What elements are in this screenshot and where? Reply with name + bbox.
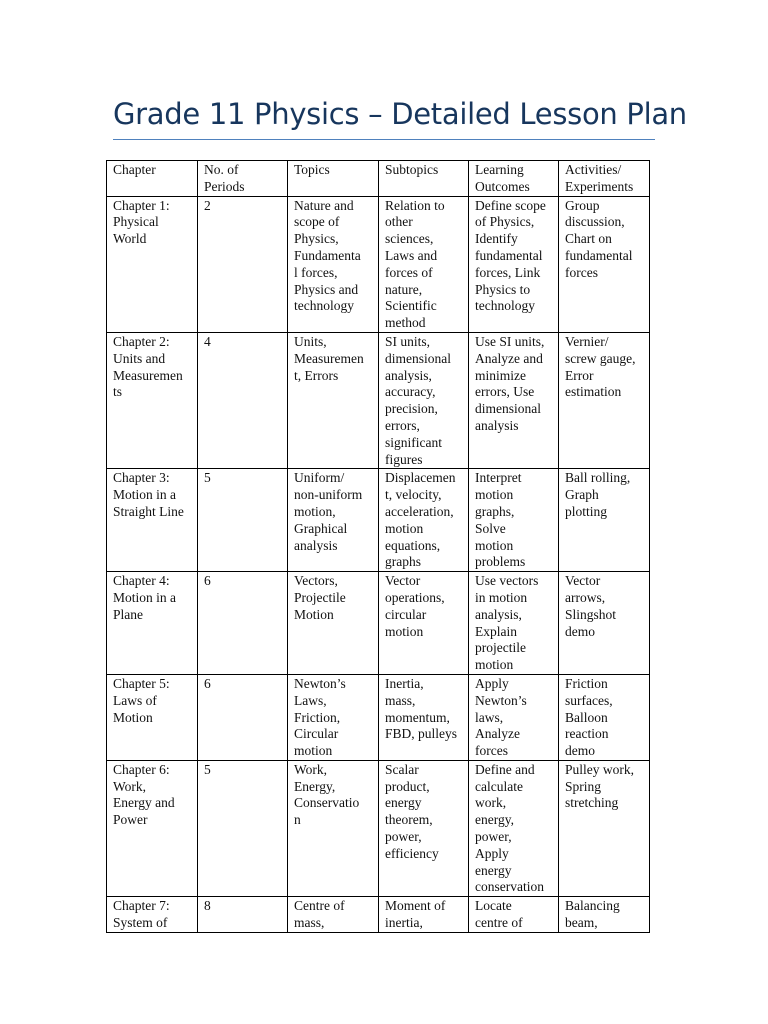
outcomes-cell: Define scope of Physics, Identify fundamental forces, Link Physics to technology: [469, 196, 559, 332]
chapter-cell: Chapter 7: System of: [107, 897, 198, 933]
page-title: Grade 11 Physics – Detailed Lesson Plan: [113, 97, 687, 131]
header-cell-periods: No. of Periods: [198, 161, 288, 197]
topics-cell: Nature and scope of Physics, Fundamenta l forces, Physics and technology: [288, 196, 379, 332]
lesson-plan-table: [106, 160, 650, 933]
outcomes-cell: Interpret motion graphs, Solve motion problems: [469, 469, 559, 572]
activities-cell: Ball rolling, Graph plotting: [559, 469, 650, 572]
topics-cell: Work, Energy, Conservatio n: [288, 760, 379, 896]
subtopics-cell: Scalar product, energy theorem, power, efficiency: [379, 760, 469, 896]
header-cell-outcomes: Learning Outcomes: [469, 161, 559, 197]
topics-cell: Centre of mass,: [288, 897, 379, 933]
table-row: [107, 469, 650, 572]
outcomes-cell: Apply Newton’s laws, Analyze forces: [469, 674, 559, 760]
chapter-cell: Chapter 2: Units and Measuremen ts: [107, 332, 198, 468]
table-row: [107, 674, 650, 760]
table-row: [107, 332, 650, 468]
outcomes-cell: Use vectors in motion analysis, Explain projectile motion: [469, 572, 559, 675]
header-cell-activities: Activities/ Experiments: [559, 161, 650, 197]
chapter-cell: Chapter 3: Motion in a Straight Line: [107, 469, 198, 572]
activities-cell: Group discussion, Chart on fundamental forces: [559, 196, 650, 332]
table-row: [107, 572, 650, 675]
activities-cell: Vector arrows, Slingshot demo: [559, 572, 650, 675]
chapter-cell: Chapter 6: Work, Energy and Power: [107, 760, 198, 896]
topics-cell: Uniform/ non-uniform motion, Graphical analysis: [288, 469, 379, 572]
subtopics-cell: Inertia, mass, momentum, FBD, pulleys: [379, 674, 469, 760]
subtopics-cell: Vector operations, circular motion: [379, 572, 469, 675]
table-row: [107, 196, 650, 332]
table-row: [107, 760, 650, 896]
activities-cell: Balancing beam,: [559, 897, 650, 933]
subtopics-cell: Moment of inertia,: [379, 897, 469, 933]
periods-cell: 4: [198, 332, 288, 468]
subtopics-cell: Relation to other sciences, Laws and forces of nature, Scientific method: [379, 196, 469, 332]
topics-cell: Vectors, Projectile Motion: [288, 572, 379, 675]
activities-cell: Vernier/ screw gauge, Error estimation: [559, 332, 650, 468]
chapter-cell: Chapter 4: Motion in a Plane: [107, 572, 198, 675]
outcomes-cell: Define and calculate work, energy, power, Apply energy conservation: [469, 760, 559, 896]
periods-cell: 2: [198, 196, 288, 332]
periods-cell: 5: [198, 469, 288, 572]
header-cell-chapter: Chapter: [107, 161, 198, 197]
activities-cell: Friction surfaces, Balloon reaction demo: [559, 674, 650, 760]
periods-cell: 6: [198, 572, 288, 675]
title-underline: [113, 139, 655, 140]
activities-cell: Pulley work, Spring stretching: [559, 760, 650, 896]
outcomes-cell: Use SI units, Analyze and minimize errors, Use dimensional analysis: [469, 332, 559, 468]
periods-cell: 6: [198, 674, 288, 760]
header-cell-subtopics: Subtopics: [379, 161, 469, 197]
chapter-cell: Chapter 1: Physical World: [107, 196, 198, 332]
header-cell-topics: Topics: [288, 161, 379, 197]
topics-cell: Units, Measuremen t, Errors: [288, 332, 379, 468]
subtopics-cell: SI units, dimensional analysis, accuracy, precision, errors, significant figures: [379, 332, 469, 468]
outcomes-cell: Locate centre of: [469, 897, 559, 933]
subtopics-cell: Displacemen t, velocity, acceleration, motion equations, graphs: [379, 469, 469, 572]
table-header-row: [107, 161, 650, 197]
table-row: [107, 897, 650, 933]
chapter-cell: Chapter 5: Laws of Motion: [107, 674, 198, 760]
topics-cell: Newton’s Laws, Friction, Circular motion: [288, 674, 379, 760]
periods-cell: 8: [198, 897, 288, 933]
periods-cell: 5: [198, 760, 288, 896]
